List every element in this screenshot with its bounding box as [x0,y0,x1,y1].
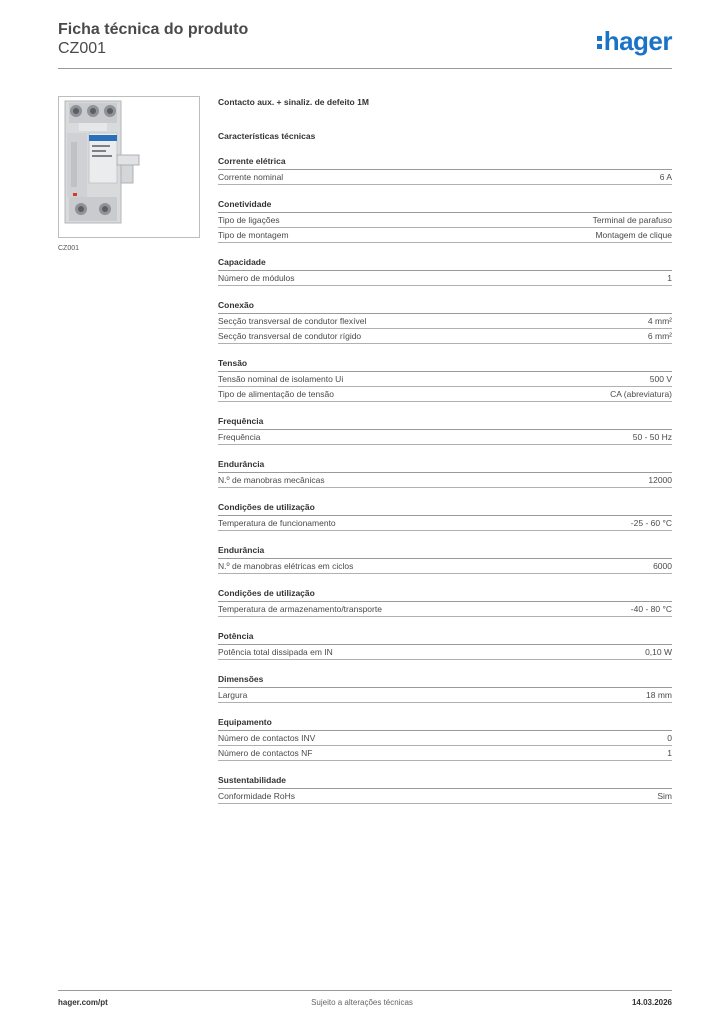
spec-row [218,731,672,746]
spec-value: 6000 [653,561,672,571]
spec-value: -40 - 80 °C [630,604,672,614]
spec-label: Tipo de montagem [218,230,289,240]
spec-row [218,688,672,703]
spec-label: Tipo de ligações [218,215,280,225]
spec-row [218,372,672,387]
spec-value: Montagem de clique [595,230,672,240]
spec-group-title: Condições de utilização [218,502,672,516]
spec-label: Corrente nominal [218,172,284,182]
spec-value: 0,10 W [645,647,672,657]
spec-row [218,473,672,488]
spec-label: Secção transversal de condutor flexível [218,316,367,326]
spec-label: Número de módulos [218,273,295,283]
spec-value: CA (abreviatura) [610,389,672,399]
spec-groups [218,156,672,804]
spec-group-title: Dimensões [218,674,672,688]
spec-label: Tipo de alimentação de tensão [218,389,334,399]
spec-row [218,228,672,243]
logo-dots-icon [597,36,602,49]
product-name: Contacto aux. + sinaliz. de defeito 1M [218,97,369,107]
page-header [58,20,672,70]
section-title: Características técnicas [218,131,316,141]
spec-value: 6 A [659,172,672,182]
spec-label: N.º de manobras elétricas em ciclos [218,561,354,571]
spec-group-title: Endurância [218,459,672,473]
spec-value: 500 V [649,374,672,384]
technical-specification [218,96,672,804]
spec-value: 0 [667,733,672,743]
spec-group-title: Equipamento [218,717,672,731]
spec-row [218,213,672,228]
footer-notice: Sujeito a alterações técnicas [311,998,413,1007]
spec-row [218,559,672,574]
logo-wordmark: hager [603,26,672,56]
circuit-breaker-module-icon [59,97,199,237]
spec-label: Largura [218,690,248,700]
footer-divider [58,990,672,991]
spec-row [218,430,672,445]
header-divider [58,68,672,69]
spec-group-title: Sustentabilidade [218,775,672,789]
spec-value: 4 mm² [647,316,672,326]
spec-value: -25 - 60 °C [630,518,672,528]
spec-row [218,645,672,660]
footer-website[interactable]: hager.com/pt [58,998,108,1007]
spec-group-title: Capacidade [218,257,672,271]
spec-row [218,387,672,402]
spec-group-title: Endurância [218,545,672,559]
spec-row [218,602,672,617]
spec-value: 18 mm [646,690,672,700]
spec-label: Temperatura de armazenamento/transporte [218,604,382,614]
spec-label: Potência total dissipada em IN [218,647,333,657]
hager-logo [597,26,672,56]
spec-value: 12000 [648,475,672,485]
spec-group-title: Frequência [218,416,672,430]
spec-label: Conformidade RoHs [218,791,296,801]
spec-label: N.º de manobras mecânicas [218,475,325,485]
page-title: Ficha técnica do produto [58,21,249,38]
spec-value: Sim [657,791,672,801]
spec-value: 50 - 50 Hz [632,432,672,442]
spec-row [218,516,672,531]
spec-group-title: Conetividade [218,199,672,213]
spec-group-title: Corrente elétrica [218,156,672,170]
product-code: CZ001 [58,40,107,57]
spec-row [218,789,672,804]
footer-date: 14.03.2026 [631,998,672,1007]
spec-label: Temperatura de funcionamento [218,518,336,528]
spec-row [218,746,672,761]
image-caption: CZ001 [58,245,80,252]
product-image [58,96,200,238]
spec-group-title: Condições de utilização [218,588,672,602]
spec-label: Tensão nominal de isolamento Ui [218,374,344,384]
spec-row [218,170,672,185]
spec-group-title: Potência [218,631,672,645]
spec-group-title: Tensão [218,358,672,372]
spec-label: Frequência [218,432,261,442]
spec-row [218,271,672,286]
spec-row [218,329,672,344]
spec-group-title: Conexão [218,300,672,314]
spec-value: 1 [667,273,672,283]
spec-label: Número de contactos NF [218,748,313,758]
spec-value: 6 mm² [647,331,672,341]
spec-value: 1 [667,748,672,758]
spec-label: Número de contactos INV [218,733,316,743]
spec-row [218,314,672,329]
spec-label: Secção transversal de condutor rígido [218,331,362,341]
spec-value: Terminal de parafuso [592,215,672,225]
